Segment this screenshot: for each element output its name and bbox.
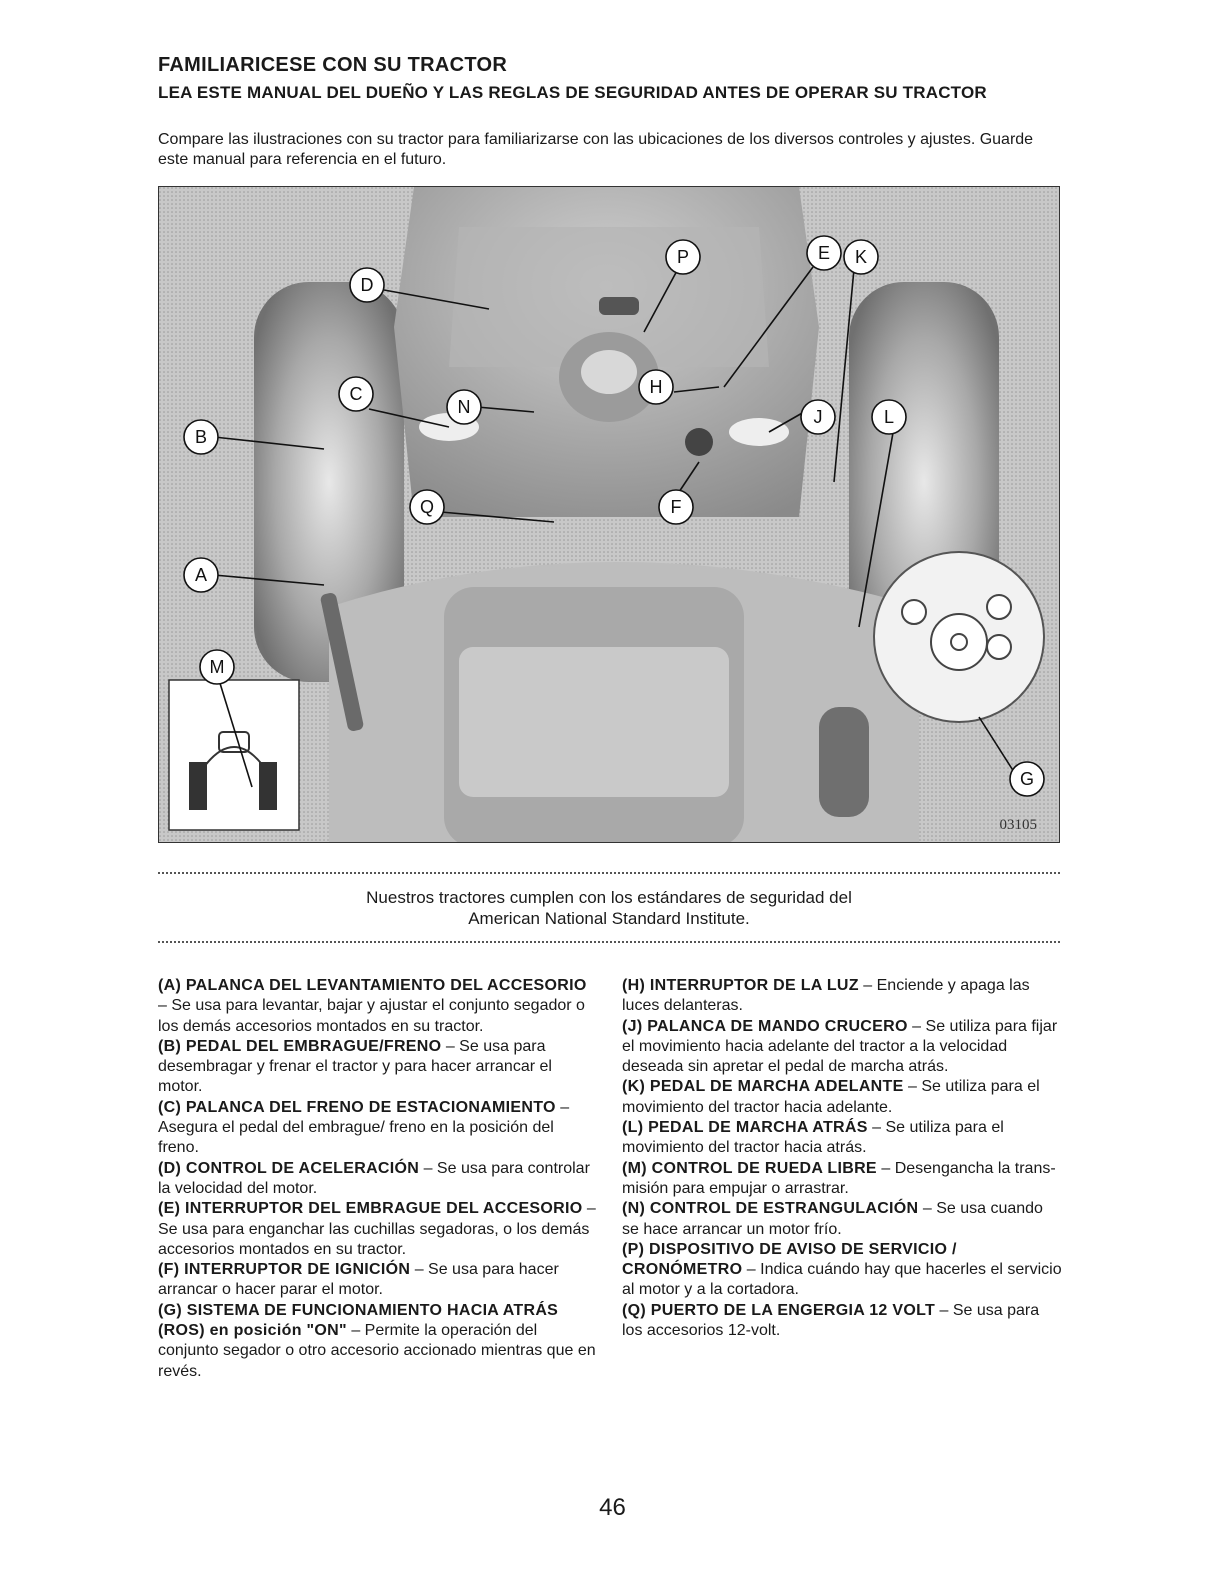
control-item [158, 1260, 598, 1301]
control-item-heading: (E) INTERRUPTOR DEL EMBRAGUE DEL ACCESORIO [158, 1200, 583, 1218]
page-number: 46 [599, 1494, 626, 1521]
control-item-heading: (K) PEDAL DE MARCHA ADELANTE [622, 1078, 904, 1096]
control-item [622, 1118, 1062, 1159]
control-item [622, 1077, 1062, 1118]
control-item-heading: (M) CONTROL DE RUEDA LIBRE [622, 1159, 877, 1177]
control-item [158, 1199, 598, 1260]
callout-k: K [854, 247, 868, 267]
control-item-description: – Se utiliza para fijar el movimiento hacia adelante del tractor a la velocidad deseada sin apretar el pedal de marcha atrás. [622, 1017, 1058, 1076]
control-item-description: – Se usa para hacer arrancar o hacer parar el motor. [158, 1261, 559, 1299]
callout-c: C [349, 384, 363, 404]
callout-g: G [1019, 769, 1035, 789]
control-item [158, 1301, 598, 1382]
callout-h: H [649, 377, 663, 397]
page-title: FAMILIARICESE CON SU TRACTOR [158, 54, 508, 76]
control-item-heading: (N) CONTROL DE ESTRANGULACIÓN [622, 1200, 919, 1218]
control-item-heading: (P) DISPOSITIVO DE AVISO DE SERVICIO / CRONÓMETRO [622, 1240, 957, 1279]
callout-f: F [670, 497, 682, 517]
control-item-heading: (J) PALANCA DE MANDO CRUCERO [622, 1017, 908, 1035]
callout-l: L [883, 407, 895, 427]
control-item-heading: (Q) PUERTO DE LA ENGERGIA 12 VOLT [622, 1301, 936, 1319]
control-item [622, 1240, 1062, 1301]
control-item-description: – Enciende y apaga las luces delanteras. [622, 977, 1030, 1015]
control-item-heading: (L) PEDAL DE MARCHA ATRÁS [622, 1119, 868, 1137]
control-item-description: – Se usa para desembragar y frenar el tractor y para hacer arrancar el motor. [158, 1037, 552, 1096]
callout-b: B [194, 427, 208, 447]
control-item-description: – Asegura el pedal del embrague/ freno en la posición del freno. [158, 1098, 570, 1157]
callout-n: N [457, 397, 471, 417]
control-item-description: – Se usa para los accesorios 12-volt. [622, 1301, 1040, 1340]
control-item [622, 1159, 1062, 1200]
callout-q: Q [419, 497, 435, 517]
callout-d: D [360, 275, 374, 295]
control-item-heading: (C) PALANCA DEL FRENO DE ESTACIONAMIENTO [158, 1098, 556, 1116]
control-item-heading: (H) INTERRUPTOR DE LA LUZ [622, 977, 859, 994]
callout-p: P [676, 247, 690, 267]
control-item-description: – Se usa cuando se hace arrancar un motor frío. [622, 1200, 1043, 1238]
divider-top [158, 872, 1060, 874]
control-item [622, 1301, 1062, 1342]
callout-e: E [817, 243, 831, 263]
control-item [158, 1159, 598, 1200]
control-item-description: – Se usa para enganchar las cuchillas segadoras, o los demás accesorios montados en su tractor. [158, 1200, 596, 1258]
control-item-heading: (B) PEDAL DEL EMBRAGUE/FRENO [158, 1037, 442, 1055]
control-item [622, 1199, 1062, 1240]
free-wheel-inset [169, 680, 299, 830]
controls-list-right [622, 976, 1062, 1341]
control-item-heading: (A) PALANCA DEL LEVANTAMIENTO DEL ACCESORIO [158, 977, 587, 994]
ansi-line-2: American National Standard Institute. [468, 909, 750, 928]
tractor-controls-illustration [158, 186, 1060, 843]
control-item-description: – Se utiliza para el movimiento del tractor hacia atrás. [622, 1119, 1004, 1157]
control-item-description: – Permite la operación del conjunto segador o otro accesorio accionado mientras que en revés. [158, 1322, 596, 1380]
control-item [158, 1098, 598, 1159]
callout-a: A [194, 565, 208, 585]
callout-j: J [813, 407, 823, 427]
controls-list-left [158, 976, 598, 1382]
control-item-description: – Se utiliza para el movimiento del tractor hacia adelante. [622, 1078, 1040, 1116]
ansi-line-1: Nuestros tractores cumplen con los estándares de seguridad del [366, 888, 852, 907]
control-item [158, 976, 598, 1037]
intro-paragraph: Compare las ilustraciones con su tractor para familiarizarse con las ubicaciones de los diversos controles y ajustes. Guarde este manual para referencia en el futuro. [158, 131, 1034, 168]
control-item-heading: (D) CONTROL DE ACELERACIÓN [158, 1159, 420, 1177]
figure-number: 03105 [999, 817, 1037, 833]
control-item-description: – Se usa para levantar, bajar y ajustar el conjunto segador o los demás accesorios montados en su tractor. [158, 997, 585, 1035]
control-item [622, 976, 1062, 1017]
control-item-description: – Desengancha la trans-misión para empujar o arrastrar. [622, 1159, 1056, 1197]
ansi-note [158, 887, 1060, 929]
control-item [158, 1037, 598, 1098]
callout-m: M [209, 657, 225, 677]
page-subtitle: LEA ESTE MANUAL DEL DUEÑO Y LAS REGLAS DE SEGURIDAD ANTES DE OPERAR SU TRACTOR [158, 83, 987, 102]
control-item-description: – Se usa para controlar la velocidad del motor. [158, 1159, 590, 1197]
control-item-heading: (F) INTERRUPTOR DE IGNICIÓN [158, 1261, 411, 1279]
divider-bottom [158, 941, 1060, 943]
control-item-description: – Indica cuándo hay que hacerles el servicio al motor y a la cortadora. [622, 1261, 1062, 1299]
control-item [622, 1017, 1062, 1078]
control-item-heading: (G) SISTEMA DE FUNCIONAMIENTO HACIA ATRÁS (ROS) en posición "ON" [158, 1301, 559, 1340]
